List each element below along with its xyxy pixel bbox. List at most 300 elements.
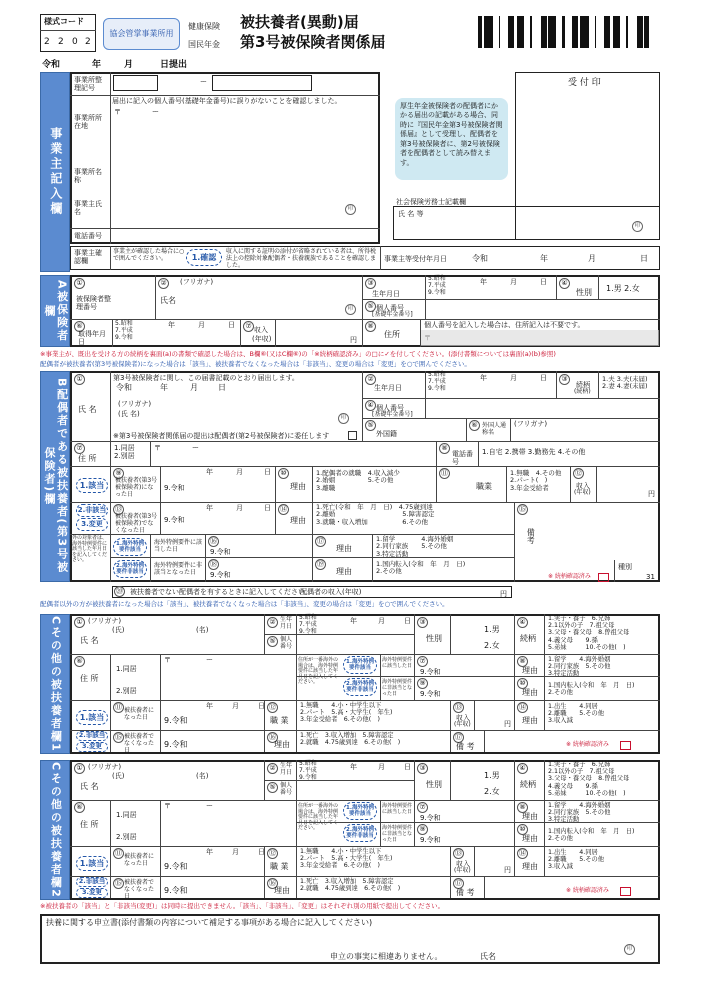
grid-line [155,275,156,319]
field-label: 1.死亡 3.収入増加 5.障害認定 2.就職 4.75歳到達 6.その他( ) [300,732,401,747]
c-kaigai1-oval[interactable]: 1.海外特例要件該当 [343,802,377,820]
field-label: 5.昭和 7.平成 9.令和 [428,371,446,392]
confirm-note: 事業主が確認した場合に○で囲んでください。 [113,248,185,262]
field-number: ⑧ [365,321,376,332]
field-label: (フリガナ) [180,278,214,286]
field-label: 9.令和 [164,716,188,725]
seal-mark: 印 [345,204,356,215]
c-relation-check-box[interactable] [620,887,631,896]
grid-line [296,846,297,876]
grid-line [70,654,660,655]
field-label: 9.令和 [164,484,185,492]
grid-line [240,319,241,347]
grid-line [296,876,297,898]
field-label: 月 [378,617,385,625]
field-label: 年 [206,848,213,856]
grid-line [514,846,515,876]
field-label: 月 [588,254,596,263]
grid-line [110,466,111,502]
petition-label: 扶養に関する申立書(添付書類の内容について補足する事項がある場合に記入してください) [46,918,373,927]
grid-line [150,441,151,466]
field-label: 年 [168,321,175,329]
grid-line [596,466,597,502]
field-number: ⑥ [74,321,85,332]
field-label: 5.昭和 7.平成 9.令和 [299,760,317,781]
barcode-bar [518,16,520,48]
office-code-input[interactable] [113,75,158,91]
grid-line [70,466,660,467]
grid-line [296,654,297,700]
field-number: ⑭ [280,505,287,514]
field-label: 1.死亡(令和 年 月 日) 4.75歳到達 2.離婚 5.障害認定 3.就職・収入増加 6.その他 [316,503,435,526]
field-label: 住 所 [80,820,99,829]
field-number: ⑦ [417,802,428,813]
field-label: 9.令和 [164,740,188,749]
field-number: ⑩ [517,678,528,689]
barcode-bar [548,16,550,48]
barcode-bar [508,16,511,48]
grid-line [510,418,511,441]
grid-line [110,371,111,441]
grid-line [110,654,111,700]
field-number: ⑳ [116,587,123,596]
relation-check-note: ※事業主が、既出を受ける方の続柄を裏面(a)の書類で確認した場合は、B欄⑥(又はC欄⑥)の「※続柄確認済み」の□に✓を付してください。(添付書類については裏面(a)(b)参照) [40,350,556,358]
grid-line [296,614,297,634]
field-label: 被扶養者(第3号被保険者)になった日 [115,477,158,498]
field-label: 個人番号 [280,782,293,796]
field-label: 印 [632,221,643,232]
field-label: ※ 続柄確認済み [566,741,609,748]
barcode-bar [517,16,518,48]
section-a-name-label: 氏名 [160,296,176,305]
c-relation-check-box[interactable] [620,741,631,750]
field-label: 年 [350,617,357,625]
field-label: 海外特例要件に非該当となった日 [154,562,203,576]
field-label: ー [152,108,159,116]
field-number: ⑤ [267,782,278,793]
barcode-bar [584,16,586,48]
grid-line [466,418,467,441]
grid-line [110,846,111,876]
field-number: ⑰ [455,879,462,888]
field-label: 1.留学 4.海外婚姻 2.同行家族 5.その他 3.特定活動 [548,656,611,678]
field-label: 年 [350,763,357,771]
grid-line [425,398,426,418]
field-number: ③ [417,763,428,774]
field-label: 被扶養者でない配偶者を有するときに記入してください。 [130,588,312,596]
grid-line [264,846,265,898]
field-label: 被扶養者(第3号被保険者)でなくなった日 [115,513,158,534]
field-label: 1.留学 4.海外婚姻 2.同行家族 5.その他 3.特定活動 [548,802,611,824]
field-label: 日 [540,374,547,382]
grid-line [514,700,515,730]
barcode-bar [613,16,614,48]
field-label: (年収) [454,721,471,728]
section-c2 [0,758,706,903]
barcode-bar [530,16,532,48]
field-label: 収入 [456,714,470,722]
grid-line [110,441,111,466]
c-higaito-oval[interactable]: 2.非該当 [76,731,108,741]
field-label: 1.国内転入(令和 年 月 日) 2.その他 [548,682,635,697]
field-label: 1.出生 4.同居 2.離職 5.その他 3.収入減 [548,703,605,725]
field-label: ー [192,444,199,452]
barcode-bar [553,16,554,48]
field-label: 1.男 2.女 [484,771,500,796]
field-label: 9.令和 [164,862,188,871]
field-number: ⑭ [519,849,526,858]
grid-line [296,634,297,654]
field-label: 月 [510,278,517,286]
field-label: 日 [540,278,547,286]
field-label: 年 [160,383,168,392]
field-label: 外国籍 [376,430,397,438]
field-number: ⑫ [575,469,582,478]
field-label: 年 [206,702,213,710]
field-label: (年収) [252,335,272,343]
form-title: 被扶養者(異動)届 [240,13,359,31]
field-number: ⑭ [519,703,526,712]
field-label: 月 [198,321,205,329]
field-number: ② [267,763,278,774]
barcode-bar [640,16,643,48]
field-number: ② [365,374,376,385]
grid-line [544,700,545,730]
submit-year: 年 [92,60,102,70]
office-address-label: 事業所所在地 [74,114,102,131]
field-label: 住所が一番海外の場合は、海外特例要件に該当した年月日を記入してください。 [298,657,339,685]
field-label: 個人番号 [376,304,404,312]
grid-line [380,246,381,270]
c-higaito-oval[interactable]: 2.非該当 [76,877,108,887]
field-label: 海外特例要件に該当した日 [382,803,413,815]
field-label: 性別 [426,780,442,789]
grid-line [70,441,660,442]
field-label: 日 [264,504,271,512]
submit-rule-note: ※被扶養者の「該当」と「非該当(変更)」は同時に提出できません。「該当」、「非該当」、「変更」はそれぞれ別の用紙で提出してください。 [40,902,445,910]
grid-line [110,246,111,270]
grid-line [312,502,313,534]
field-label: 電話番号 [452,450,473,467]
field-label: 被扶養者になった日 [124,707,155,721]
section-c-label: Cその他の被扶養者欄1 [40,614,70,754]
grid-line [556,275,557,299]
grid-line [598,275,599,299]
barcode-bar [572,16,574,48]
b-kaigai1-oval[interactable]: 1.海外特例要件該当 [113,538,147,556]
grid-line [160,502,161,534]
grid-line [362,418,660,419]
b-gaito-oval[interactable]: 1.該当 [76,478,108,493]
barcode-bar [626,16,628,48]
field-number: ⑫ [269,849,276,858]
field-label: 収入 [576,482,590,490]
field-label: 続柄 [520,634,536,643]
field-number: ⑨ [113,468,124,479]
field-label: 氏 名 [80,782,99,791]
grid-line [544,614,545,654]
barcode-bar [554,16,556,48]
field-label [421,330,659,346]
field-label: 被保険者整理番号 [76,295,111,312]
field-number: ⑩ [278,468,289,479]
field-label: 月 [190,383,198,392]
field-label: 住所 [384,330,400,339]
grid-line [312,466,313,502]
receipt-stamp-label: 受 付 印 [568,78,601,88]
grid-line [614,560,615,582]
field-label: 住 所 [78,454,97,463]
field-number: ⑬ [455,849,462,858]
grid-line [264,634,414,635]
barcode-bar [512,16,514,48]
barcode-bar [577,16,578,48]
field-label: 1.無職 4.その他 2.パート( ) 3.年金受給者 [510,469,562,492]
field-label: 被扶養者でなくなった日 [124,879,155,900]
field-label: 続柄 [576,381,590,389]
field-label: 生年月日 [280,616,293,630]
office-name-label: 事業所名称 [74,168,102,185]
field-label: 1.実子・養子 6.兄姉 2.1以外の子 7.祖父母 3.父母・養父母 8.曽祖父母 4.義父母 9.孫 5.弟妹 10.その他( ) [548,615,630,651]
barcode-bar [644,16,646,48]
field-label: 円 [504,866,511,874]
field-label: 9.令和 [420,668,441,676]
section-c-label: Cその他の被扶養者欄2 [40,760,70,900]
field-label: 円 [648,490,655,498]
grid-line [312,534,313,582]
field-number: ⑪ [115,703,122,712]
grid-line [296,700,297,730]
field-label: 日 [404,763,411,771]
c-henko-oval[interactable]: 3.変更 [76,742,108,752]
field-label: 年 [480,278,487,286]
field-number: ④ [559,278,570,289]
field-label: 日 [404,617,411,625]
field-label: 1.出生 4.同居 2.離職 5.その他 3.収入減 [548,849,605,871]
field-label: 9.令和 [210,571,231,579]
grid-line [450,846,451,876]
field-label: 氏 名 等 [398,210,424,218]
field-label: 収入 [456,860,470,868]
field-number: ③ [559,374,570,385]
grid-line [362,398,660,399]
info-box: 厚生年金被保険者の配偶者にかかる届出の記載がある場合、同時に『国民年金第3号被保険者関係届』として受理し、配偶者を第3号被保険者に、第2号被保険者を配偶者として読み替えます。 [395,98,508,180]
grid-line [110,876,111,898]
c-kaigai1-oval[interactable]: 1.海外特例要件該当 [343,656,377,674]
grid-line [160,846,161,898]
field-label: (名) [196,626,209,634]
field-label: 9.令和 [420,814,441,822]
field-label: 個人番号 [376,404,404,412]
grid-line [425,371,426,398]
grid-line [380,654,381,700]
office-use-badge: 協会管掌事業所用 [103,18,180,50]
field-label: 理由 [290,516,306,525]
field-number: ⑥ [469,420,480,431]
field-label: 1.留学 4.海外婚姻 2.同行家族 5.その他 3.特定活動 [376,535,454,558]
field-label: 生年月日 [280,762,293,776]
field-number: ⑮ [115,879,122,888]
consent-checkbox[interactable] [348,431,357,440]
grid-line [275,502,276,534]
field-number: ⑰ [317,537,324,546]
field-number: ⑬ [455,703,462,712]
grid-line [514,502,515,582]
section-c1 [0,612,706,758]
field-label: 日 [258,848,265,856]
b-henko-oval[interactable]: 3.変更 [76,518,108,531]
form-code-label: 様式コード [44,17,84,26]
field-label: 31 [646,573,655,581]
barcode-bar [586,16,589,48]
field-label: (続柄) [574,388,591,395]
field-label: 1.国内転入(令和 年 月 日) 2.その他 [376,560,466,576]
barcode-bar [608,16,610,48]
grid-line [40,30,96,31]
c-gaito-oval[interactable]: 1.該当 [76,710,108,725]
field-label: (名) [196,772,209,780]
field-number: ⑪ [441,469,448,478]
spouse-instruction: 配偶者が被扶養者(第3号被保険者)になった場合は「該当」、被扶養者でなくなった場合は「非該当」、変更の場合は「変更」を○で囲んでください。 [40,360,471,368]
field-label: 申立の事実に相違ありません。 [330,952,443,961]
barcode-bar [574,16,577,48]
field-label: (氏 名) [118,410,140,418]
field-label: (年収) [574,489,591,496]
received-date-label: 事業主等受付年月日 [384,255,447,263]
grid-line [264,700,265,752]
field-label: 令和 [472,254,488,263]
field-number: ⑰ [455,733,462,742]
barcode-bar [604,16,607,48]
field-label: 1.配偶者の就職 4.収入減少 2.婚姻 5.その他 3.離職 [316,469,400,492]
barcode-bar [487,16,488,48]
field-number: ⑥ [74,802,85,813]
grid-line [544,654,545,700]
field-label: 性別 [426,634,442,643]
grid-line [514,800,515,846]
field-number: ② [158,278,169,289]
barcode-bar [523,16,524,48]
barcode-bar [520,16,523,48]
grid-line [556,371,557,398]
field-label: 理由 [522,716,538,725]
field-label: 印 [338,413,349,424]
field-label: 海外特例要件に該当した日 [154,539,203,553]
field-number: ④ [517,763,528,774]
grid-line [70,800,660,801]
submit-month: 月 [124,60,134,70]
office-code-input2[interactable] [212,75,312,91]
grid-line [362,299,660,300]
field-number: ⑯ [269,879,276,888]
field-label: 1.実子・養子 6.兄姉 2.1以外の子 7.祖父母 3.父母・養父母 8.曽祖父母 4.義父母 9.孫 5.弟妹 10.その他( ) [548,761,630,797]
grid-line [160,466,161,502]
employer-section-label: 事業主記入欄 [40,72,70,272]
grid-line [380,800,381,846]
c-gaito-oval[interactable]: 1.該当 [76,856,108,871]
field-number: ⑤ [365,420,376,431]
barcode-bar [637,16,638,48]
section-a-label: A被保険者欄 [40,275,70,347]
field-number: ③ [417,617,428,628]
field-number: ⑦ [243,321,254,332]
barcode-bar [616,16,619,48]
field-label: 理由 [522,812,538,821]
barcode-bar [646,16,649,48]
grid-line [372,534,373,582]
barcode-bar [595,16,596,48]
relation-check-box[interactable] [598,573,609,582]
c-kaigai2-oval[interactable]: 2.海外特例要件非該当 [343,824,377,842]
field-label: 住所が一番海外の場合は、海外特例要件に該当した年月日を記入してください。 [298,803,339,831]
grid-line [598,371,599,398]
grid-line [110,502,111,534]
field-label: 1.男 2.女 [606,284,640,293]
field-number: ⑦ [417,656,428,667]
grid-line [414,614,415,654]
field-label: ※ 続柄確認済み [548,573,591,580]
field-label: 被扶養者になった日 [124,853,155,867]
grid-line [506,466,507,502]
field-label: ー [206,656,213,664]
field-label: 9.令和 [210,548,231,556]
c-henko-oval[interactable]: 3.変更 [76,888,108,898]
barcode-bar [614,16,616,48]
field-label: (フリガナ) [514,420,548,428]
field-label: 〒 [154,444,161,452]
field-label: 理由 [290,482,306,491]
b-kaigai2-oval[interactable]: 2.海外特例要件非該当 [113,560,147,578]
grid-line [450,730,451,752]
grid-line [70,730,660,731]
grid-line [514,654,515,700]
field-label: 職 業 [270,716,289,725]
field-label: 〒 [164,656,171,664]
grid-line [425,299,426,319]
barcode-bar [550,16,553,48]
grid-line [296,760,297,780]
c-kaigai2-oval[interactable]: 2.海外特例要件非該当 [343,678,377,696]
grid-line [436,466,437,502]
field-number: ⑨ [417,678,428,689]
field-label: 印 [624,944,635,955]
field-label: 月 [232,702,239,710]
grid-line [450,876,451,898]
b-higaito-oval[interactable]: 2.非該当 [76,504,108,517]
field-label: 住 所 [80,674,99,683]
field-label: 日 [264,468,271,476]
grid-line [70,228,380,229]
field-number: ⑤ [365,301,376,312]
confirm-oval[interactable]: 1.確認 [186,249,222,266]
barcode-bar [541,16,542,48]
field-number: ① [74,374,85,385]
field-label: (年収) [454,867,471,874]
barcode-bar [619,16,620,48]
field-label: 円 [504,720,511,728]
grid-line [110,534,111,582]
field-label: 1.無職 4.小・中学生以下 2.パート 5.高・大学生( 年生) 3.年金受給者 6.その他( ) [300,702,393,724]
field-number: ⑦ [74,443,85,454]
confirm-desc: 収入に関する証明の添付が省略されている者は、所得税法上の控除対象配偶者・扶養親族であることを確認しました。 [226,248,377,269]
field-number: ⑧ [517,656,528,667]
field-label: 1.自宅 2.携帯 3.勤務先 4.その他 [482,448,586,456]
field-number: ① [74,763,85,774]
field-number: ⑯ [269,733,276,742]
field-label: 個人番号 [280,636,293,650]
barcode-bar [484,16,487,48]
barcode-bar [511,16,512,48]
